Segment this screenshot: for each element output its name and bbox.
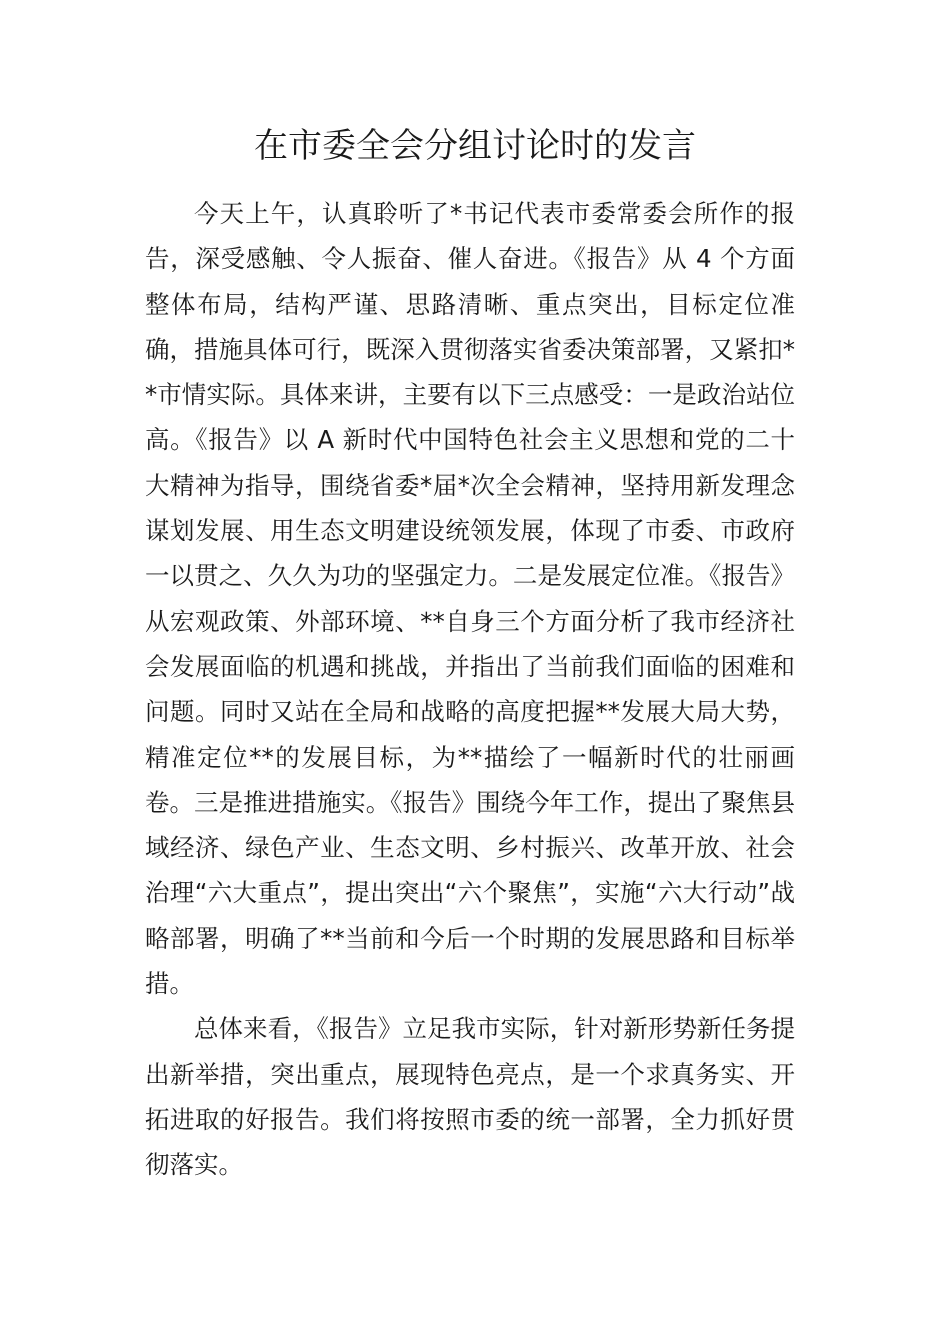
paragraph-1: 今天上午，认真聆听了*书记代表市委常委会所作的报告，深受感触、令人振奋、催人奋进。《报告》从 4 个方面整体布局，结构严谨、思路清晰、重点突出，目标定位准确，措施具体可行，既深入贯彻落实省委决策部署，又紧扣**市情实际。具体来讲，主要有以下三点感受：一是政治站位高。《报告》以 A 新时代中国特色社会主义思想和党的二十大精神为指导，围绕省委*届*次全会精神，坚持用新发理念谋划发展、用生态文明建设统领发展，体现了市委、市政府一以贯之、久久为功的坚强定力。二是发展定位准。《报告》从宏观政策、外部环境、**自身三个方面分析了我市经济社会发展面临的机遇和挑战，并指出了当前我们面临的困难和问题。同时又站在全局和战略的高度把握**发展大局大势，精准定位**的发展目标，为**描绘了一幅新时代的壮丽画卷。三是推进措施实。《报告》围绕今年工作，提出了聚焦县域经济、绿色产业、生态文明、乡村振兴、改革开放、社会治理“六大重点”，提出突出“六个聚焦”，实施“六大行动”战略部署，明确了**当前和今后一个时期的发展思路和目标举措。: [145, 199, 795, 999]
page-title: 在市委全会分组讨论时的发言: [254, 126, 696, 166]
paragraph-2: 总体来看，《报告》立足我市实际，针对新形势新任务提出新举措，突出重点，展现特色亮点，是一个求真务实、开拓进取的好报告。我们将按照市委的统一部署，全力抓好贯彻落实。: [145, 1014, 795, 1180]
document-body: [145, 191, 795, 1188]
